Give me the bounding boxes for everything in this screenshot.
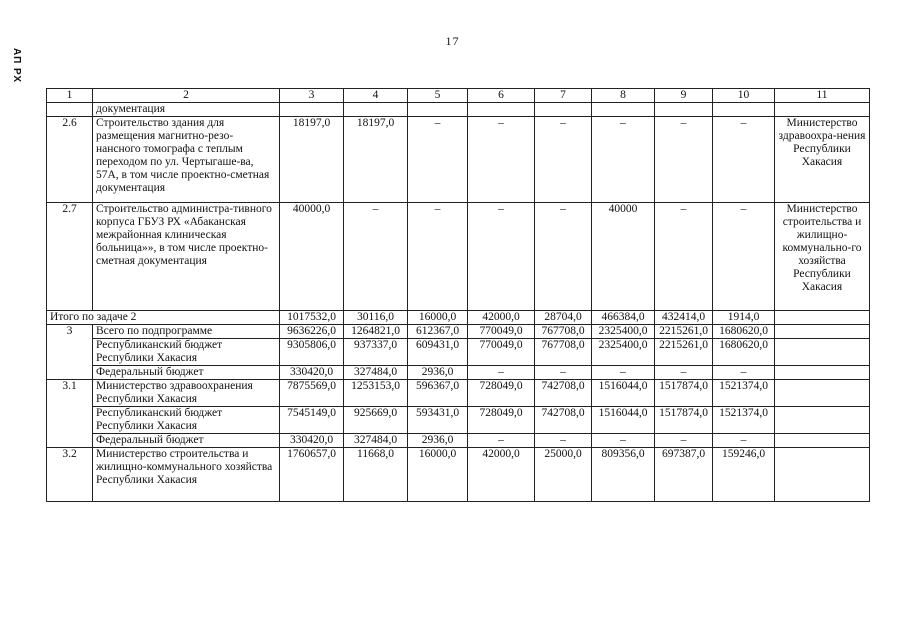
value-cell: 9636226,0 (280, 325, 344, 339)
row-name: Итого по задаче 2 (47, 311, 280, 325)
header-cell: 9 (655, 89, 713, 103)
value-cell: 742708,0 (535, 380, 592, 407)
header-cell: 11 (775, 89, 870, 103)
value-cell: 809356,0 (592, 448, 655, 502)
value-cell: 770049,0 (468, 339, 535, 366)
value-cell: – (408, 203, 468, 311)
row-number: 3.2 (47, 448, 93, 502)
table-row (47, 448, 870, 502)
row-name: Строительство администра-тивного корпуса ГБУЗ РХ «Абаканская межрайонная клиническая больница»», в том числе проектно-сметная документация (93, 203, 280, 311)
table-row (47, 407, 870, 434)
value-cell: – (713, 117, 775, 203)
value-cell: 767708,0 (535, 325, 592, 339)
row-number: 3 (47, 325, 93, 380)
value-cell: 609431,0 (408, 339, 468, 366)
value-cell: 18197,0 (280, 117, 344, 203)
table-row (47, 311, 870, 325)
value-cell: 42000,0 (468, 311, 535, 325)
value-cell: 593431,0 (408, 407, 468, 434)
value-cell: 2325400,0 (592, 325, 655, 339)
value-cell: 25000,0 (535, 448, 592, 502)
row-name: Всего по подпрограмме (93, 325, 280, 339)
value-cell: 697387,0 (655, 448, 713, 502)
row-name: Строительство здания для размещения магнитно-резо-нансного томографа с теплым переходом по ул. Чертыгаше-ва, 57А, в том числе проектно-сметная документация (93, 117, 280, 203)
value-cell: – (468, 203, 535, 311)
value-cell: 596367,0 (408, 380, 468, 407)
value-cell: 40000 (592, 203, 655, 311)
table-row (47, 117, 870, 203)
value-cell: 1516044,0 (592, 407, 655, 434)
header-cell: 6 (468, 89, 535, 103)
value-cell: 1017532,0 (280, 311, 344, 325)
value-cell: 28704,0 (535, 311, 592, 325)
value-cell: – (592, 366, 655, 380)
value-cell: – (468, 434, 535, 448)
value-cell: – (713, 366, 775, 380)
value-cell: 1680620,0 (713, 339, 775, 366)
value-cell: – (592, 434, 655, 448)
value-cell: 2215261,0 (655, 325, 713, 339)
header-cell: 3 (280, 89, 344, 103)
value-cell: 466384,0 (592, 311, 655, 325)
value-cell: 728049,0 (468, 380, 535, 407)
value-cell: 1517874,0 (655, 380, 713, 407)
value-cell: 1680620,0 (713, 325, 775, 339)
header-cell: 8 (592, 89, 655, 103)
row-name: Федеральный бюджет (93, 366, 280, 380)
row-name: документация (93, 103, 280, 117)
value-cell: 925669,0 (344, 407, 408, 434)
row-name: Министерство здравоохранения Республики Хакасия (93, 380, 280, 407)
value-cell: – (468, 366, 535, 380)
value-cell: – (468, 117, 535, 203)
value-cell: 612367,0 (408, 325, 468, 339)
value-cell: 770049,0 (468, 325, 535, 339)
value-cell: 1517874,0 (655, 407, 713, 434)
budget-table (46, 88, 870, 502)
value-cell: 1521374,0 (713, 407, 775, 434)
value-cell: 327484,0 (344, 366, 408, 380)
value-cell: 11668,0 (344, 448, 408, 502)
value-cell: 2325400,0 (592, 339, 655, 366)
value-cell: 18197,0 (344, 117, 408, 203)
header-cell: 7 (535, 89, 592, 103)
row-name: Республиканский бюджет Республики Хакасия (93, 339, 280, 366)
value-cell: – (535, 203, 592, 311)
value-cell: – (592, 117, 655, 203)
executor-cell: Министерство строительства и жилищно-коммунально-го хозяйства Республики Хакасия (775, 203, 870, 311)
row-number: 3.1 (47, 380, 93, 448)
value-cell: 42000,0 (468, 448, 535, 502)
value-cell: – (655, 203, 713, 311)
table-row (47, 339, 870, 366)
value-cell: – (408, 117, 468, 203)
value-cell: 742708,0 (535, 407, 592, 434)
header-cell: 10 (713, 89, 775, 103)
value-cell: 1760657,0 (280, 448, 344, 502)
value-cell: 937337,0 (344, 339, 408, 366)
value-cell: 7875569,0 (280, 380, 344, 407)
table-row (47, 434, 870, 448)
value-cell: 1521374,0 (713, 380, 775, 407)
value-cell: 1914,0 (713, 311, 775, 325)
value-cell: – (344, 203, 408, 311)
header-cell: 4 (344, 89, 408, 103)
row-number: 2.6 (47, 117, 93, 203)
table-row (47, 366, 870, 380)
value-cell: 7545149,0 (280, 407, 344, 434)
value-cell: – (713, 434, 775, 448)
value-cell: 728049,0 (468, 407, 535, 434)
value-cell: 1516044,0 (592, 380, 655, 407)
table-row (47, 380, 870, 407)
value-cell: – (535, 434, 592, 448)
value-cell: 767708,0 (535, 339, 592, 366)
value-cell: 9305806,0 (280, 339, 344, 366)
row-number: 2.7 (47, 203, 93, 311)
side-stamp: АП РХ (11, 48, 22, 84)
value-cell: 2936,0 (408, 434, 468, 448)
value-cell: – (713, 203, 775, 311)
value-cell: 327484,0 (344, 434, 408, 448)
table-row (47, 203, 870, 311)
executor-cell: Министерство здравоохра-нения Республики Хакасия (775, 117, 870, 203)
value-cell: 330420,0 (280, 366, 344, 380)
value-cell: 2936,0 (408, 366, 468, 380)
header-cell: 5 (408, 89, 468, 103)
value-cell: – (655, 117, 713, 203)
value-cell: – (655, 434, 713, 448)
value-cell: 40000,0 (280, 203, 344, 311)
value-cell: 432414,0 (655, 311, 713, 325)
value-cell: 1264821,0 (344, 325, 408, 339)
value-cell: 16000,0 (408, 448, 468, 502)
value-cell: 2215261,0 (655, 339, 713, 366)
value-cell: 159246,0 (713, 448, 775, 502)
header-cell: 1 (47, 89, 93, 103)
page-number: 17 (445, 34, 460, 48)
value-cell: 1253153,0 (344, 380, 408, 407)
value-cell: – (655, 366, 713, 380)
header-row (47, 89, 870, 103)
row-name: Министерство строительства и жилищно-коммунального хозяйства Республики Хакасия (93, 448, 280, 502)
value-cell: – (535, 366, 592, 380)
value-cell: 330420,0 (280, 434, 344, 448)
table-row (47, 325, 870, 339)
value-cell: 16000,0 (408, 311, 468, 325)
row-name: Федеральный бюджет (93, 434, 280, 448)
table-row (47, 103, 870, 117)
value-cell: – (535, 117, 592, 203)
header-cell: 2 (93, 89, 280, 103)
value-cell: 30116,0 (344, 311, 408, 325)
row-name: Республиканский бюджет Республики Хакасия (93, 407, 280, 434)
